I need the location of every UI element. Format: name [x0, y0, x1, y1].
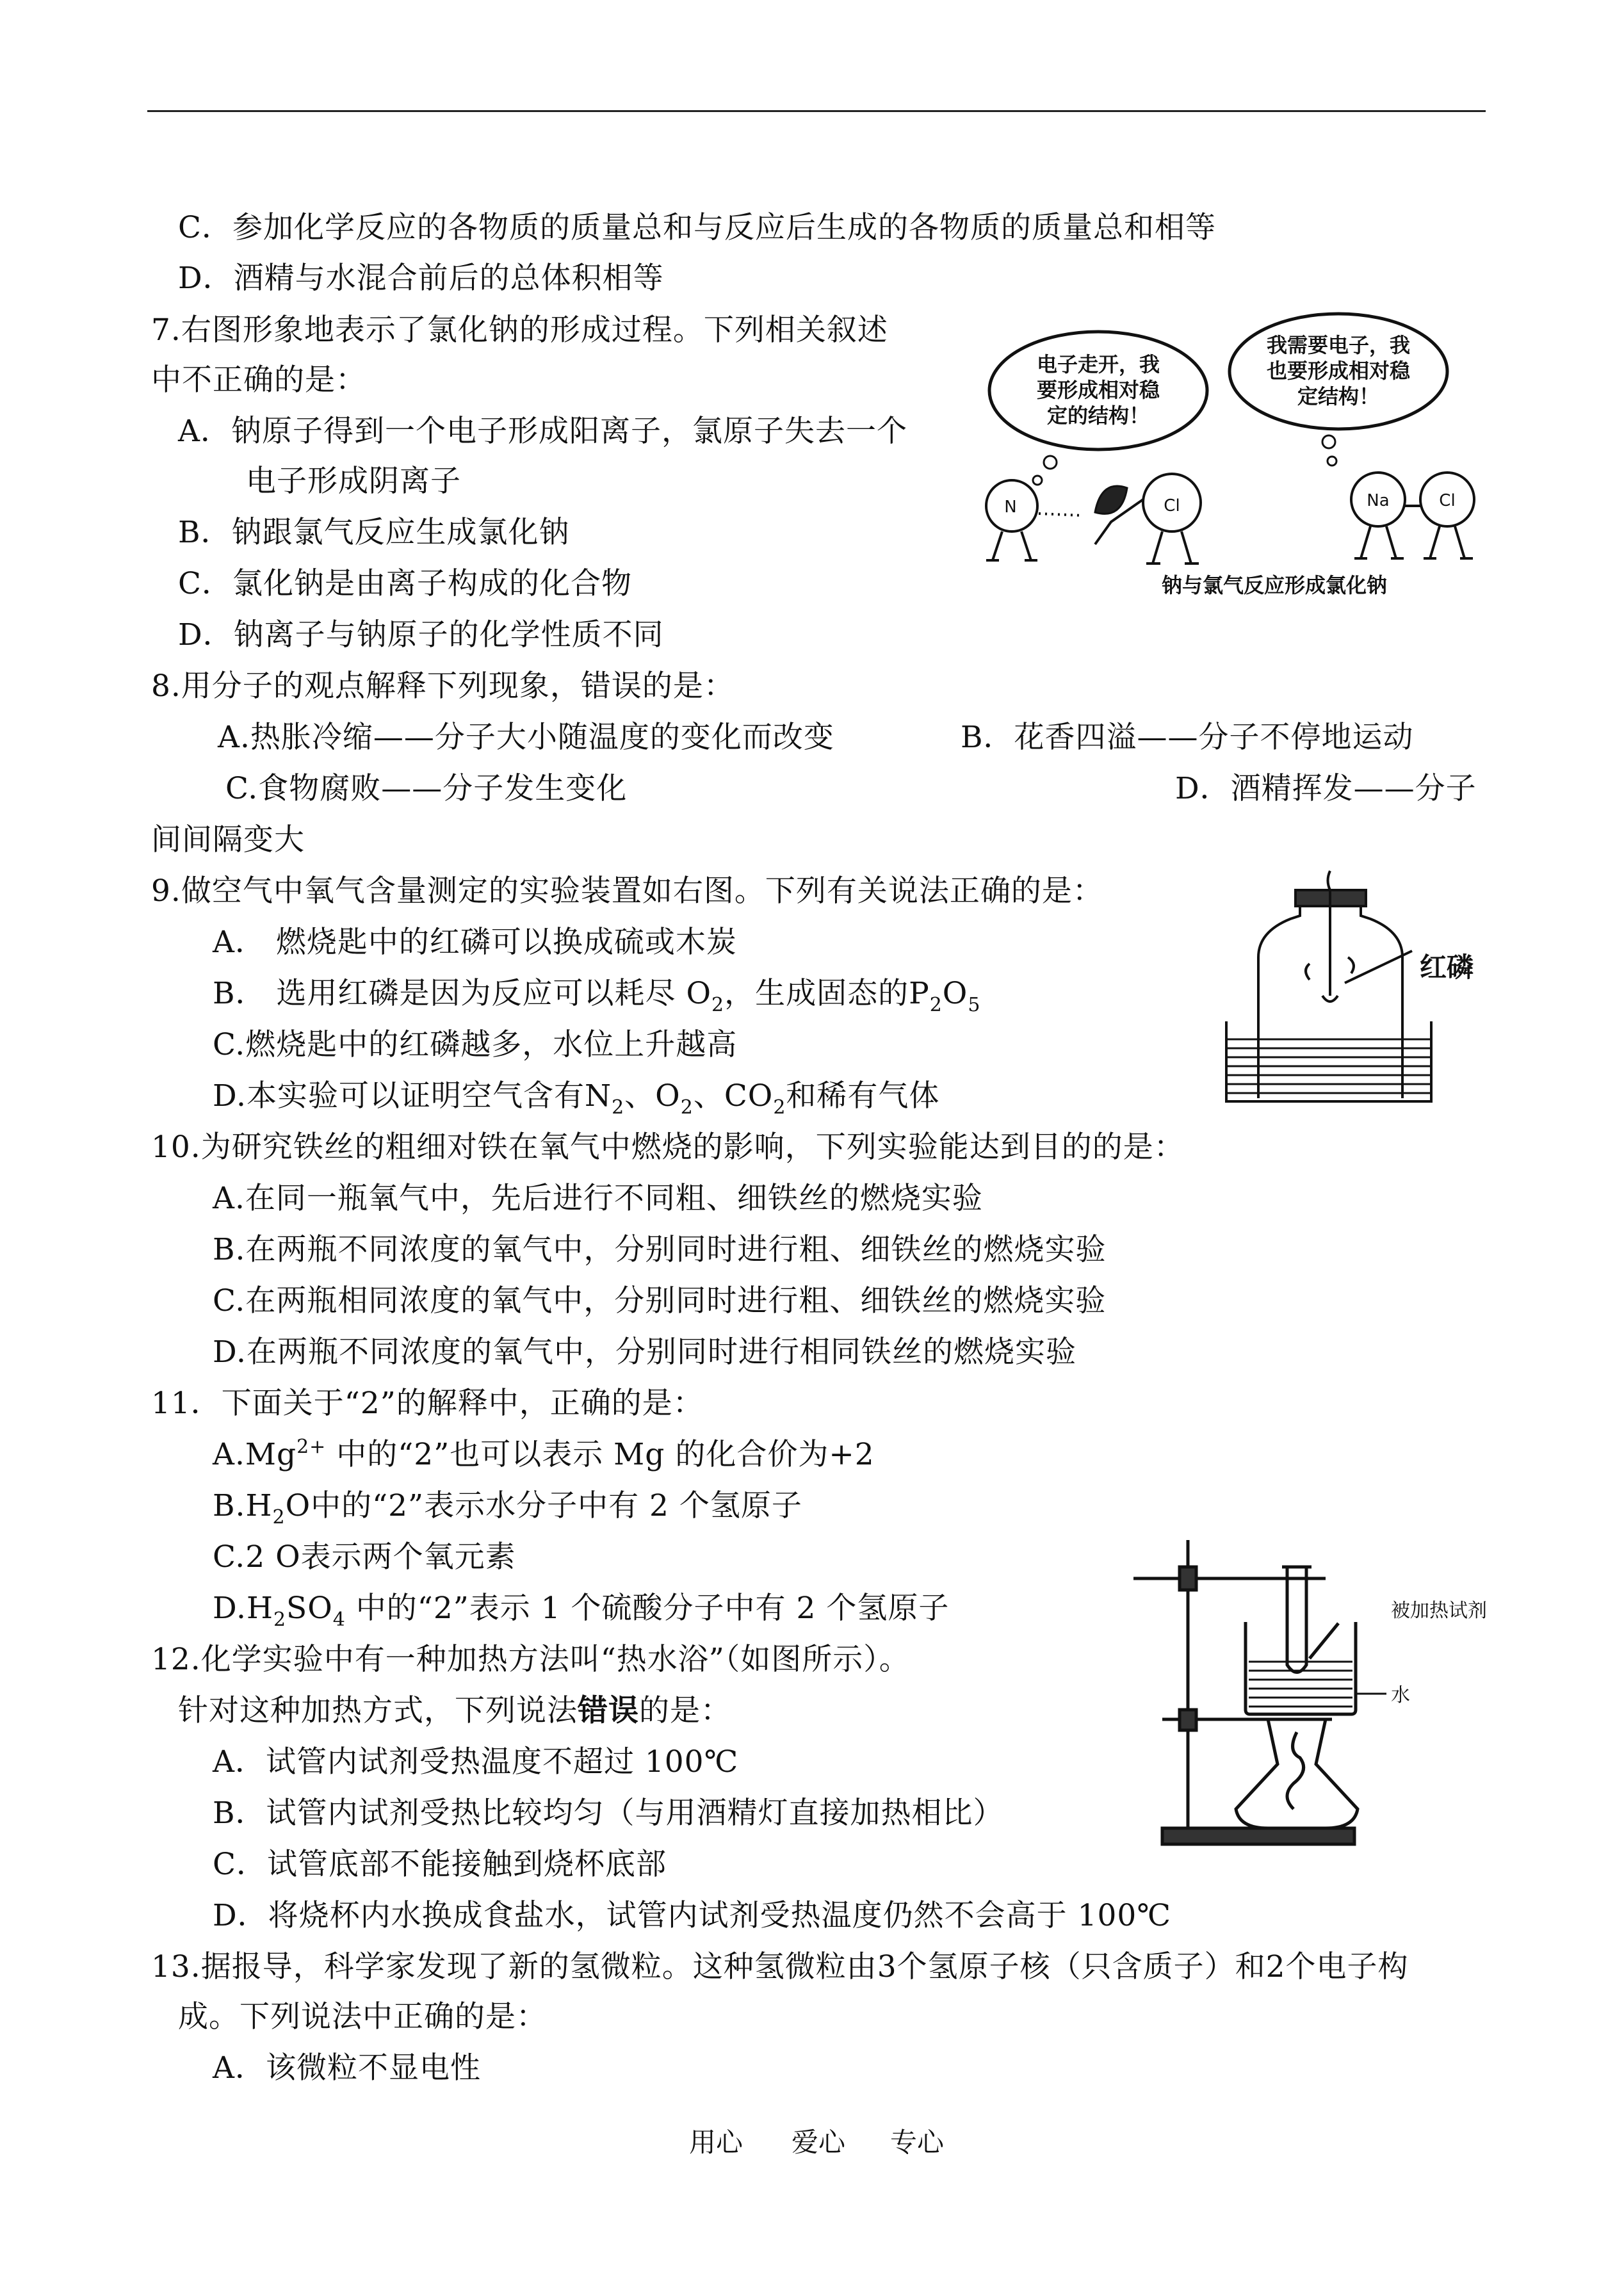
q12-option-d: D．将烧杯内水换成食盐水，试管内试剂受热温度仍然不会高于 100℃	[213, 1898, 1171, 1933]
q11-stem: 11．下面关于“2”的解释中，正确的是：	[151, 1386, 704, 1421]
oxygen-measurement-apparatus	[1220, 868, 1489, 1108]
hot-water-bath-apparatus	[1133, 1527, 1531, 1854]
water-label: 水	[1391, 1684, 1410, 1707]
nacl-figure-caption: 钠与氯气反应形成氯化钠	[1161, 573, 1388, 597]
bubble-right-line-1: 我需要电子，我	[1266, 333, 1411, 357]
q9-option-b: B． 选用红磷是因为反应可以耗尽 $O_2$，生成固态的$P_2O_5$	[213, 976, 981, 1016]
q8-option-d-cont: 间间隔变大	[151, 822, 305, 857]
q10-option-c: C.在两瓶相同浓度的氧气中，分别同时进行粗、细铁丝的燃烧实验	[213, 1283, 1107, 1318]
q8-stem: 8.用分子的观点解释下列现象，错误的是：	[151, 669, 735, 704]
q10-stem: 10.为研究铁丝的粗细对铁在氧气中燃烧的影响，下列实验能达到目的的是：	[151, 1130, 1185, 1165]
q7-option-b: B．钠跟氯气反应生成氯化钠	[178, 515, 570, 550]
reagent-label: 被加热试剂	[1391, 1600, 1487, 1622]
q11-option-d: $D.H_2SO_4$ 中的“2”表示 1 个硫酸分子中有 2 个氢原子	[213, 1591, 950, 1631]
q7-option-c: C．氯化钠是由离子构成的化合物	[178, 566, 632, 601]
q8-option-a: A.热胀冷缩——分子大小随温度的变化而改变	[218, 720, 834, 755]
q8-option-b: B．花香四溢——分子不停地运动	[961, 720, 1414, 755]
q12-option-c: C．试管底部不能接触到烧杯底部	[213, 1847, 667, 1882]
footer-word-2: 爱心	[792, 2127, 846, 2158]
header-rule	[147, 110, 1486, 112]
q7-option-d: D．钠离子与钠原子的化学性质不同	[178, 617, 664, 653]
q9-option-c: C.燃烧匙中的红磷越多，水位上升越高	[213, 1027, 738, 1062]
bubble-left-line-1: 电子走开，我	[1036, 352, 1160, 377]
q11-option-c: C.2 O表示两个氧元素	[213, 1539, 516, 1575]
q10-option-d: D.在两瓶不同浓度的氧气中，分别同时进行相同铁丝的燃烧实验	[213, 1334, 1076, 1370]
q12-option-a: A．试管内试剂受热温度不超过 100℃	[213, 1744, 739, 1780]
q7-option-a-2: 电子形成阴离子	[246, 464, 461, 499]
na-atom-label: N	[1004, 498, 1017, 517]
q12-option-b: B．试管内试剂受热比较均匀（与用酒精灯直接加热相比）	[213, 1796, 1004, 1831]
q13-option-a: A．该微粒不显电性	[213, 2050, 481, 2086]
footer-word-3: 专心	[890, 2127, 945, 2158]
q9-option-a: A． 燃烧匙中的红磷可以换成硫或木炭	[213, 925, 737, 960]
bubble-left-line-3: 定的结构！	[1046, 403, 1150, 428]
q13-stem-1: 13.据报导，科学家发现了新的氢微粒。这种氢微粒由3个氢原子核（只含质子）和2个电子构	[151, 1949, 1409, 1984]
q9-stem: 9.做空气中氧气含量测定的实验装置如右图。下列有关说法正确的是：	[151, 873, 1103, 909]
q13-stem-2: 成。下列说法中正确的是：	[178, 1999, 547, 2034]
q11-option-b: $B.H_2O$中的“2”表示水分子中有 2 个氢原子	[213, 1488, 802, 1529]
red-phosphorus-label: 红磷	[1420, 952, 1474, 983]
nacl-formation-figure	[973, 307, 1486, 605]
q8-option-d: D．酒精挥发——分子	[1175, 771, 1477, 806]
cl-atom-label: Cl	[1164, 496, 1180, 515]
q9-option-d: D.本实验可以证明空气含有$N_2$、$O_2$、$CO_2$和稀有气体	[213, 1078, 940, 1119]
cl-ion-label: Cl	[1439, 491, 1456, 510]
bubble-left-line-2: 要形成相对稳	[1036, 378, 1160, 402]
q10-option-b: B.在两瓶不同浓度的氧气中，分别同时进行粗、细铁丝的燃烧实验	[213, 1232, 1107, 1267]
bubble-right-line-2: 也要形成相对稳	[1266, 359, 1411, 383]
bubble-right-line-3: 定结构！	[1297, 384, 1380, 409]
q12-stem: 12.化学实验中有一种加热方法叫“热水浴”（如图所示）。	[151, 1642, 910, 1677]
footer-word-1: 用心	[689, 2127, 743, 2158]
q7-stem-2: 中不正确的是：	[151, 362, 366, 398]
q7-option-a-1: A．钠原子得到一个电子形成阳离子，氯原子失去一个	[178, 414, 907, 449]
q8-option-c: C.食物腐败——分子发生变化	[225, 771, 628, 806]
q10-option-a: A.在同一瓶氧气中，先后进行不同粗、细铁丝的燃烧实验	[213, 1181, 983, 1216]
q12-stem-2: 针对这种加热方式，下列说法错误的是：	[178, 1693, 731, 1728]
na-ion-label: Na	[1367, 491, 1390, 510]
q11-option-a: $A.Mg^{2+}$ 中的“2”也可以表示 Mg 的化合价为+2	[213, 1436, 875, 1472]
q6-option-d: D．酒精与水混合前后的总体积相等	[178, 261, 664, 296]
q7-stem-1: 7.右图形象地表示了氯化钠的形成过程。下列相关叙述	[151, 312, 888, 348]
q6-option-c: C．参加化学反应的各物质的质量总和与反应后生成的各物质的质量总和相等	[178, 210, 1216, 245]
